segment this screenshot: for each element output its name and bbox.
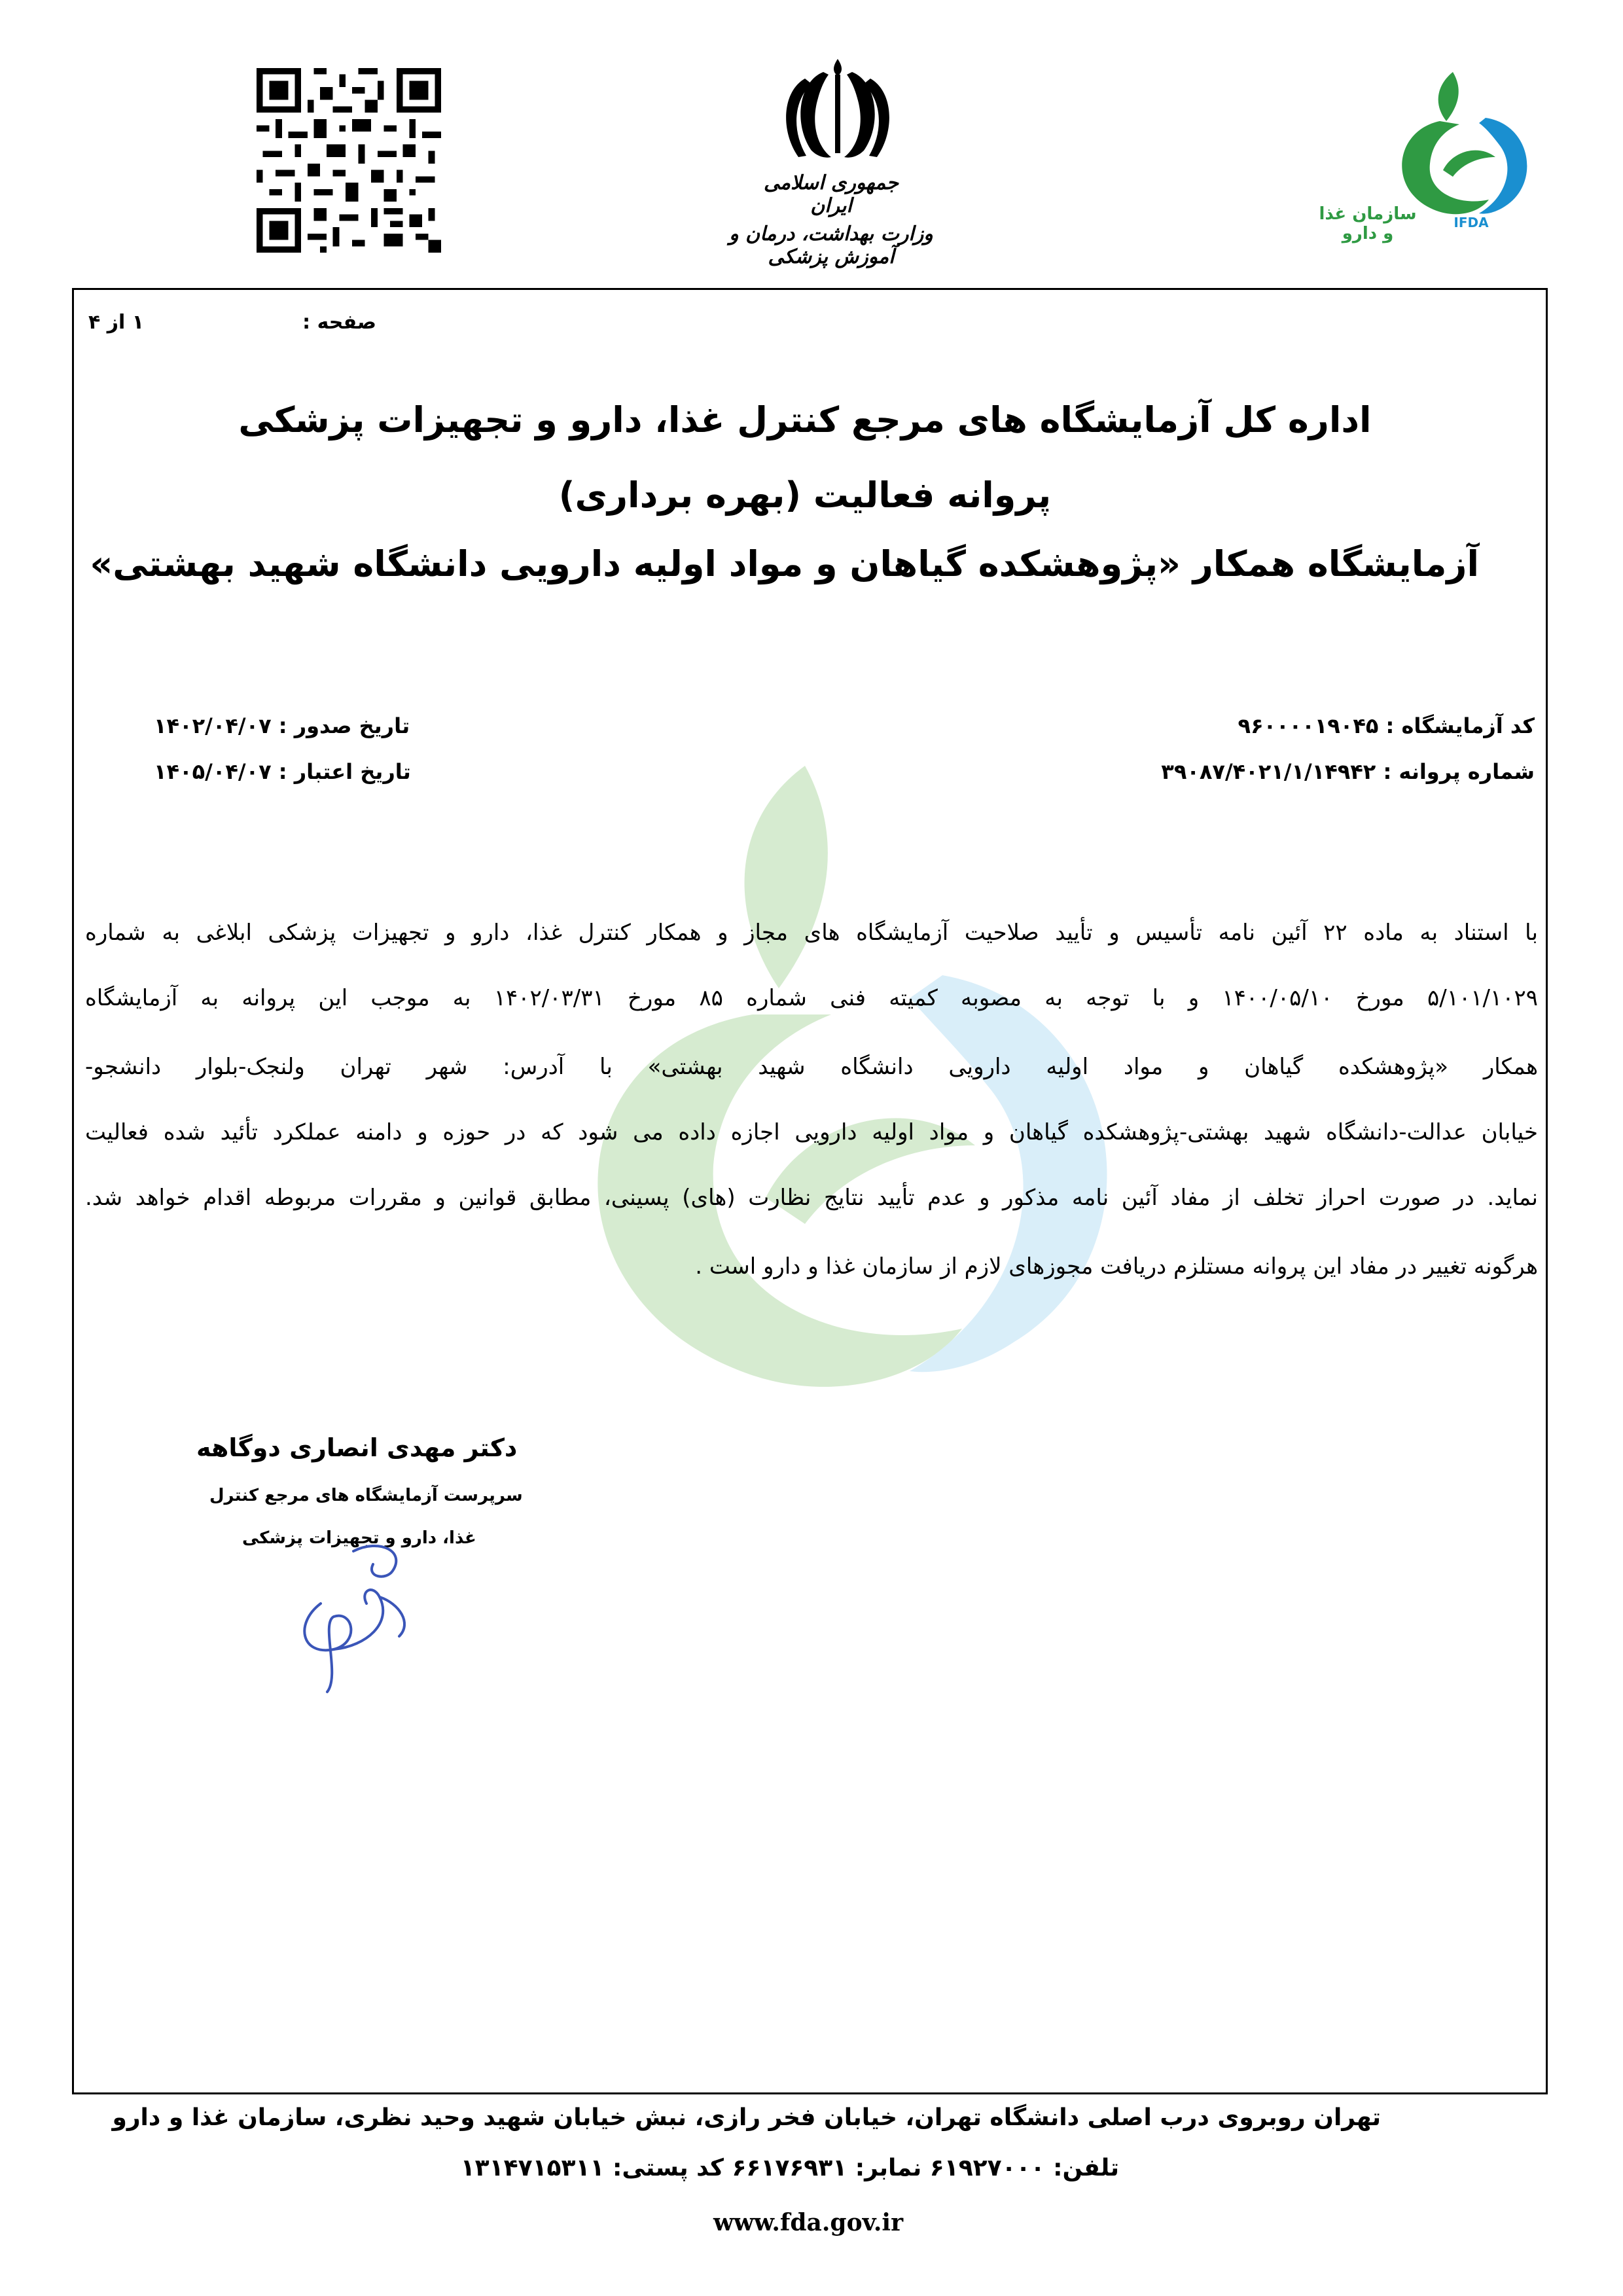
- department-title: اداره کل آزمایشگاه های مرجع کنترل غذا، دارو و تجهیزات پزشکی: [238, 399, 1372, 440]
- footer-website-link[interactable]: www.fda.gov.ir: [713, 2209, 904, 2236]
- qr-code: [257, 65, 441, 255]
- license-title: پروانه فعالیت (بهره برداری): [558, 475, 1052, 516]
- laboratory-title: آزمایشگاه همکار «پژوهشکده گیاهان و مواد اولیه دارویی دانشگاه شهید بهشتی»: [90, 543, 1479, 584]
- emblem-caption-ministry: وزارت بهداشت، درمان و آموزش پزشکی: [729, 223, 933, 268]
- body-paragraph-line: خیابان عدالت-دانشگاه شهید بهشتی-پژوهشکده گیاهان و مواد اولیه دارویی اجازه داده می شود که در حوزه و دامنه عملکرد تأئید شده فعالیت: [85, 1119, 1538, 1145]
- license-number: شماره پروانه : ۳۹۰۸۷/۴۰۲۱/۱/۱۴۹۴۲: [1161, 759, 1535, 784]
- body-paragraph-line: همکار «پژوهشکده گیاهان و مواد اولیه دارویی دانشگاه شهید بهشتی» با آدرس: شهر تهران ولنجک-بلوار دانشجو-: [85, 1054, 1538, 1080]
- signatory-name: دکتر مهدی انصاری دوگاهه: [196, 1433, 518, 1462]
- iran-emblem-icon: [772, 52, 903, 173]
- footer-contact: تلفن: ۶۱۹۲۷۰۰۰ نمابر: ۶۶۱۷۶۹۳۱ کد پستی: ۱۳۱۴۷۱۵۳۱۱: [460, 2155, 1119, 2181]
- ifda-logo-text: سازمان غذا و دارو: [1319, 204, 1417, 243]
- body-paragraph-line: ۵/۱۰۱/۱۰۲۹ مورخ ۱۴۰۰/۰۵/۱۰ و با توجه به مصوبه کمیته فنی شماره ۸۵ مورخ ۱۴۰۲/۰۳/۳۱ به موجب این پروانه به آزمایشگاه: [85, 985, 1539, 1011]
- lab-code: کد آزمایشگاه : ۹۶۰۰۰۰۱۹۰۴۵: [1238, 713, 1535, 738]
- ifda-logo-abbr: IFDA: [1454, 215, 1489, 230]
- page-label: صفحه :: [302, 311, 376, 334]
- handwritten-signature: [281, 1525, 438, 1695]
- footer-address: تهران روبروی درب اصلی دانشگاه تهران، خیابان فخر رازی، نبش خیابان شهید وحید نظری، سازمان غذا و دارو: [112, 2104, 1381, 2131]
- emblem-caption-republic: جمهوری اسلامی ایران: [763, 171, 899, 217]
- body-paragraph-line: نماید. در صورت احراز تخلف از مفاد آئین نامه مذکور و عدم تأیید نتایج نظارت (های) پسینی، مطابق قوانین و مقررات مربوطه اقدام خواهد شد.: [85, 1185, 1538, 1211]
- body-paragraph-line: با استناد به ماده ۲۲ آئین نامه تأسیس و تأیید صلاحیت آزمایشگاه های مجاز و همکار کنترل غذا، دارو و تجهیزات پزشکی ابلاغی به شماره: [85, 920, 1538, 946]
- ifda-watermark-icon: [517, 740, 1171, 1427]
- signatory-role: غذا، دارو و تجهیزات پزشکی: [242, 1528, 476, 1548]
- signatory-role: سرپرست آزمایشگاه های مرجع کنترل: [209, 1486, 523, 1505]
- validity-date: تاریخ اعتبار : ۱۴۰۵/۰۴/۰۷: [154, 759, 411, 784]
- page-number: ۱ از ۴: [88, 311, 145, 334]
- body-paragraph-line: هرگونه تغییر در مفاد این پروانه مستلزم دریافت مجوزهای لازم از سازمان غذا و دارو است .: [695, 1253, 1538, 1280]
- issue-date: تاریخ صدور : ۱۴۰۲/۰۴/۰۷: [154, 713, 410, 738]
